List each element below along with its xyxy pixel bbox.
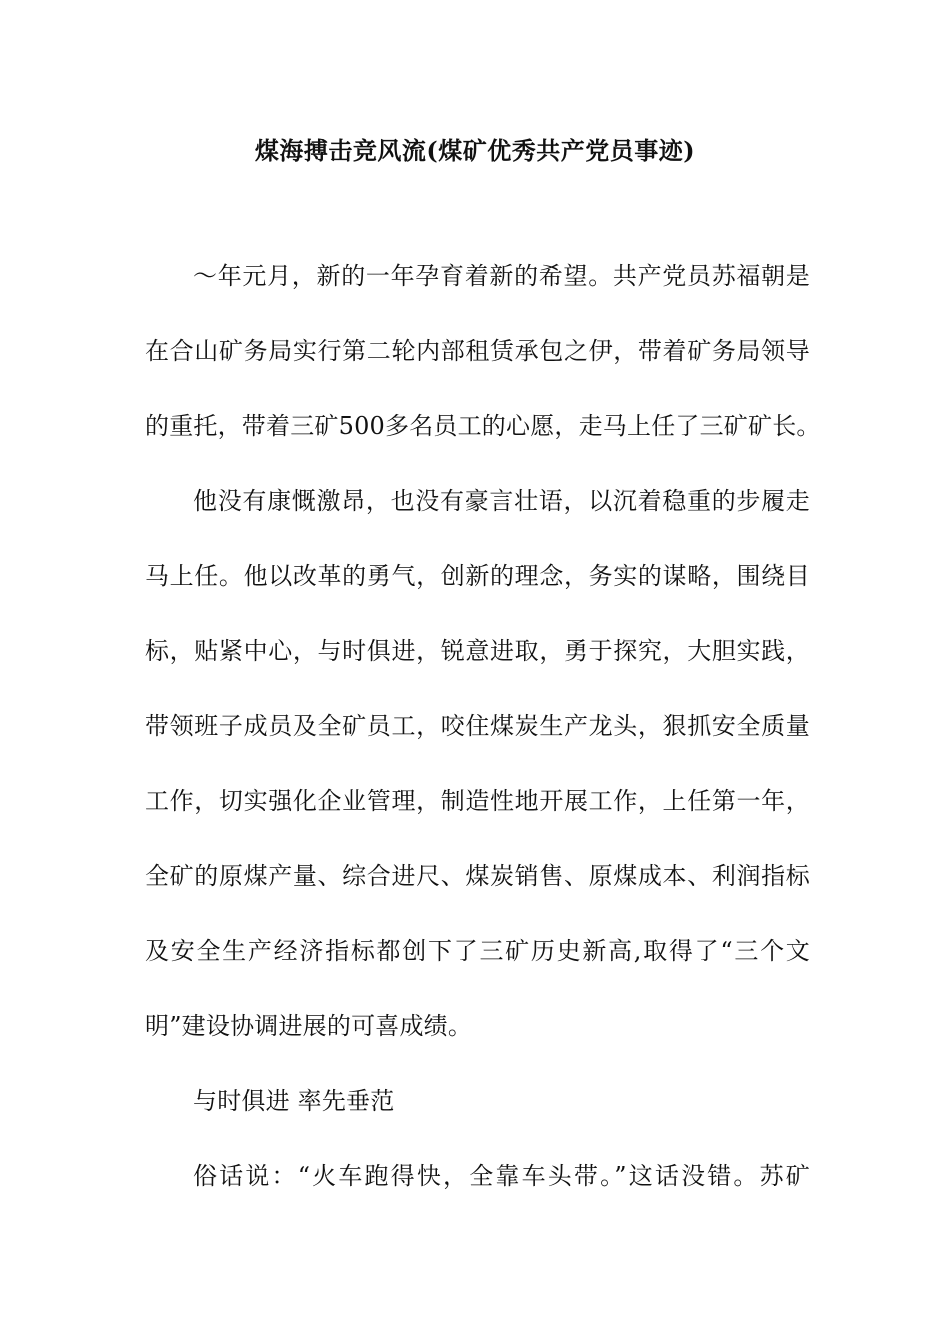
paragraph-2-line-7: 及安全生产经济指标都创下了三矿历史新高,取得了“三个文 bbox=[145, 937, 810, 965]
section-heading: 与时俱进 率先垂范 bbox=[193, 1087, 395, 1115]
paragraph-2-line-4: 带领班子成员及全矿员工，咬住煤炭生产龙头，狠抓安全质量 bbox=[145, 712, 810, 740]
paragraph-2-line-1: 他没有康慨激昂，也没有豪言壮语，以沉着稳重的步履走 bbox=[193, 487, 810, 515]
paragraph-3-line-1: 俗话说：“火车跑得快，全靠车头带。”这话没错。苏矿 bbox=[193, 1162, 810, 1190]
paragraph-2-line-5: 工作，切实强化企业管理，制造性地开展工作，上任第一年， bbox=[145, 787, 810, 815]
document-title: 煤海搏击竞风流(煤矿优秀共产党员事迹) bbox=[254, 136, 696, 165]
paragraph-2-line-6: 全矿的原煤产量、综合进尺、煤炭销售、原煤成本、利润指标 bbox=[145, 862, 810, 890]
paragraph-2-line-8: 明”建设协调进展的可喜成绩。 bbox=[145, 1012, 473, 1040]
paragraph-2-line-2: 马上任。他以改革的勇气，创新的理念，务实的谋略，围绕目 bbox=[145, 562, 810, 590]
paragraph-1-line-2: 在合山矿务局实行第二轮内部租赁承包之伊，带着矿务局领导 bbox=[145, 337, 810, 365]
paragraph-1-line-3: 的重托，带着三矿500多名员工的心愿，走马上任了三矿矿长。 bbox=[145, 412, 821, 440]
paragraph-2-line-3: 标，贴紧中心，与时俱进，锐意进取，勇于探究，大胆实践， bbox=[145, 637, 810, 665]
paragraph-1-line-1: ～年元月，新的一年孕育着新的希望。共产党员苏福朝是 bbox=[193, 262, 810, 290]
